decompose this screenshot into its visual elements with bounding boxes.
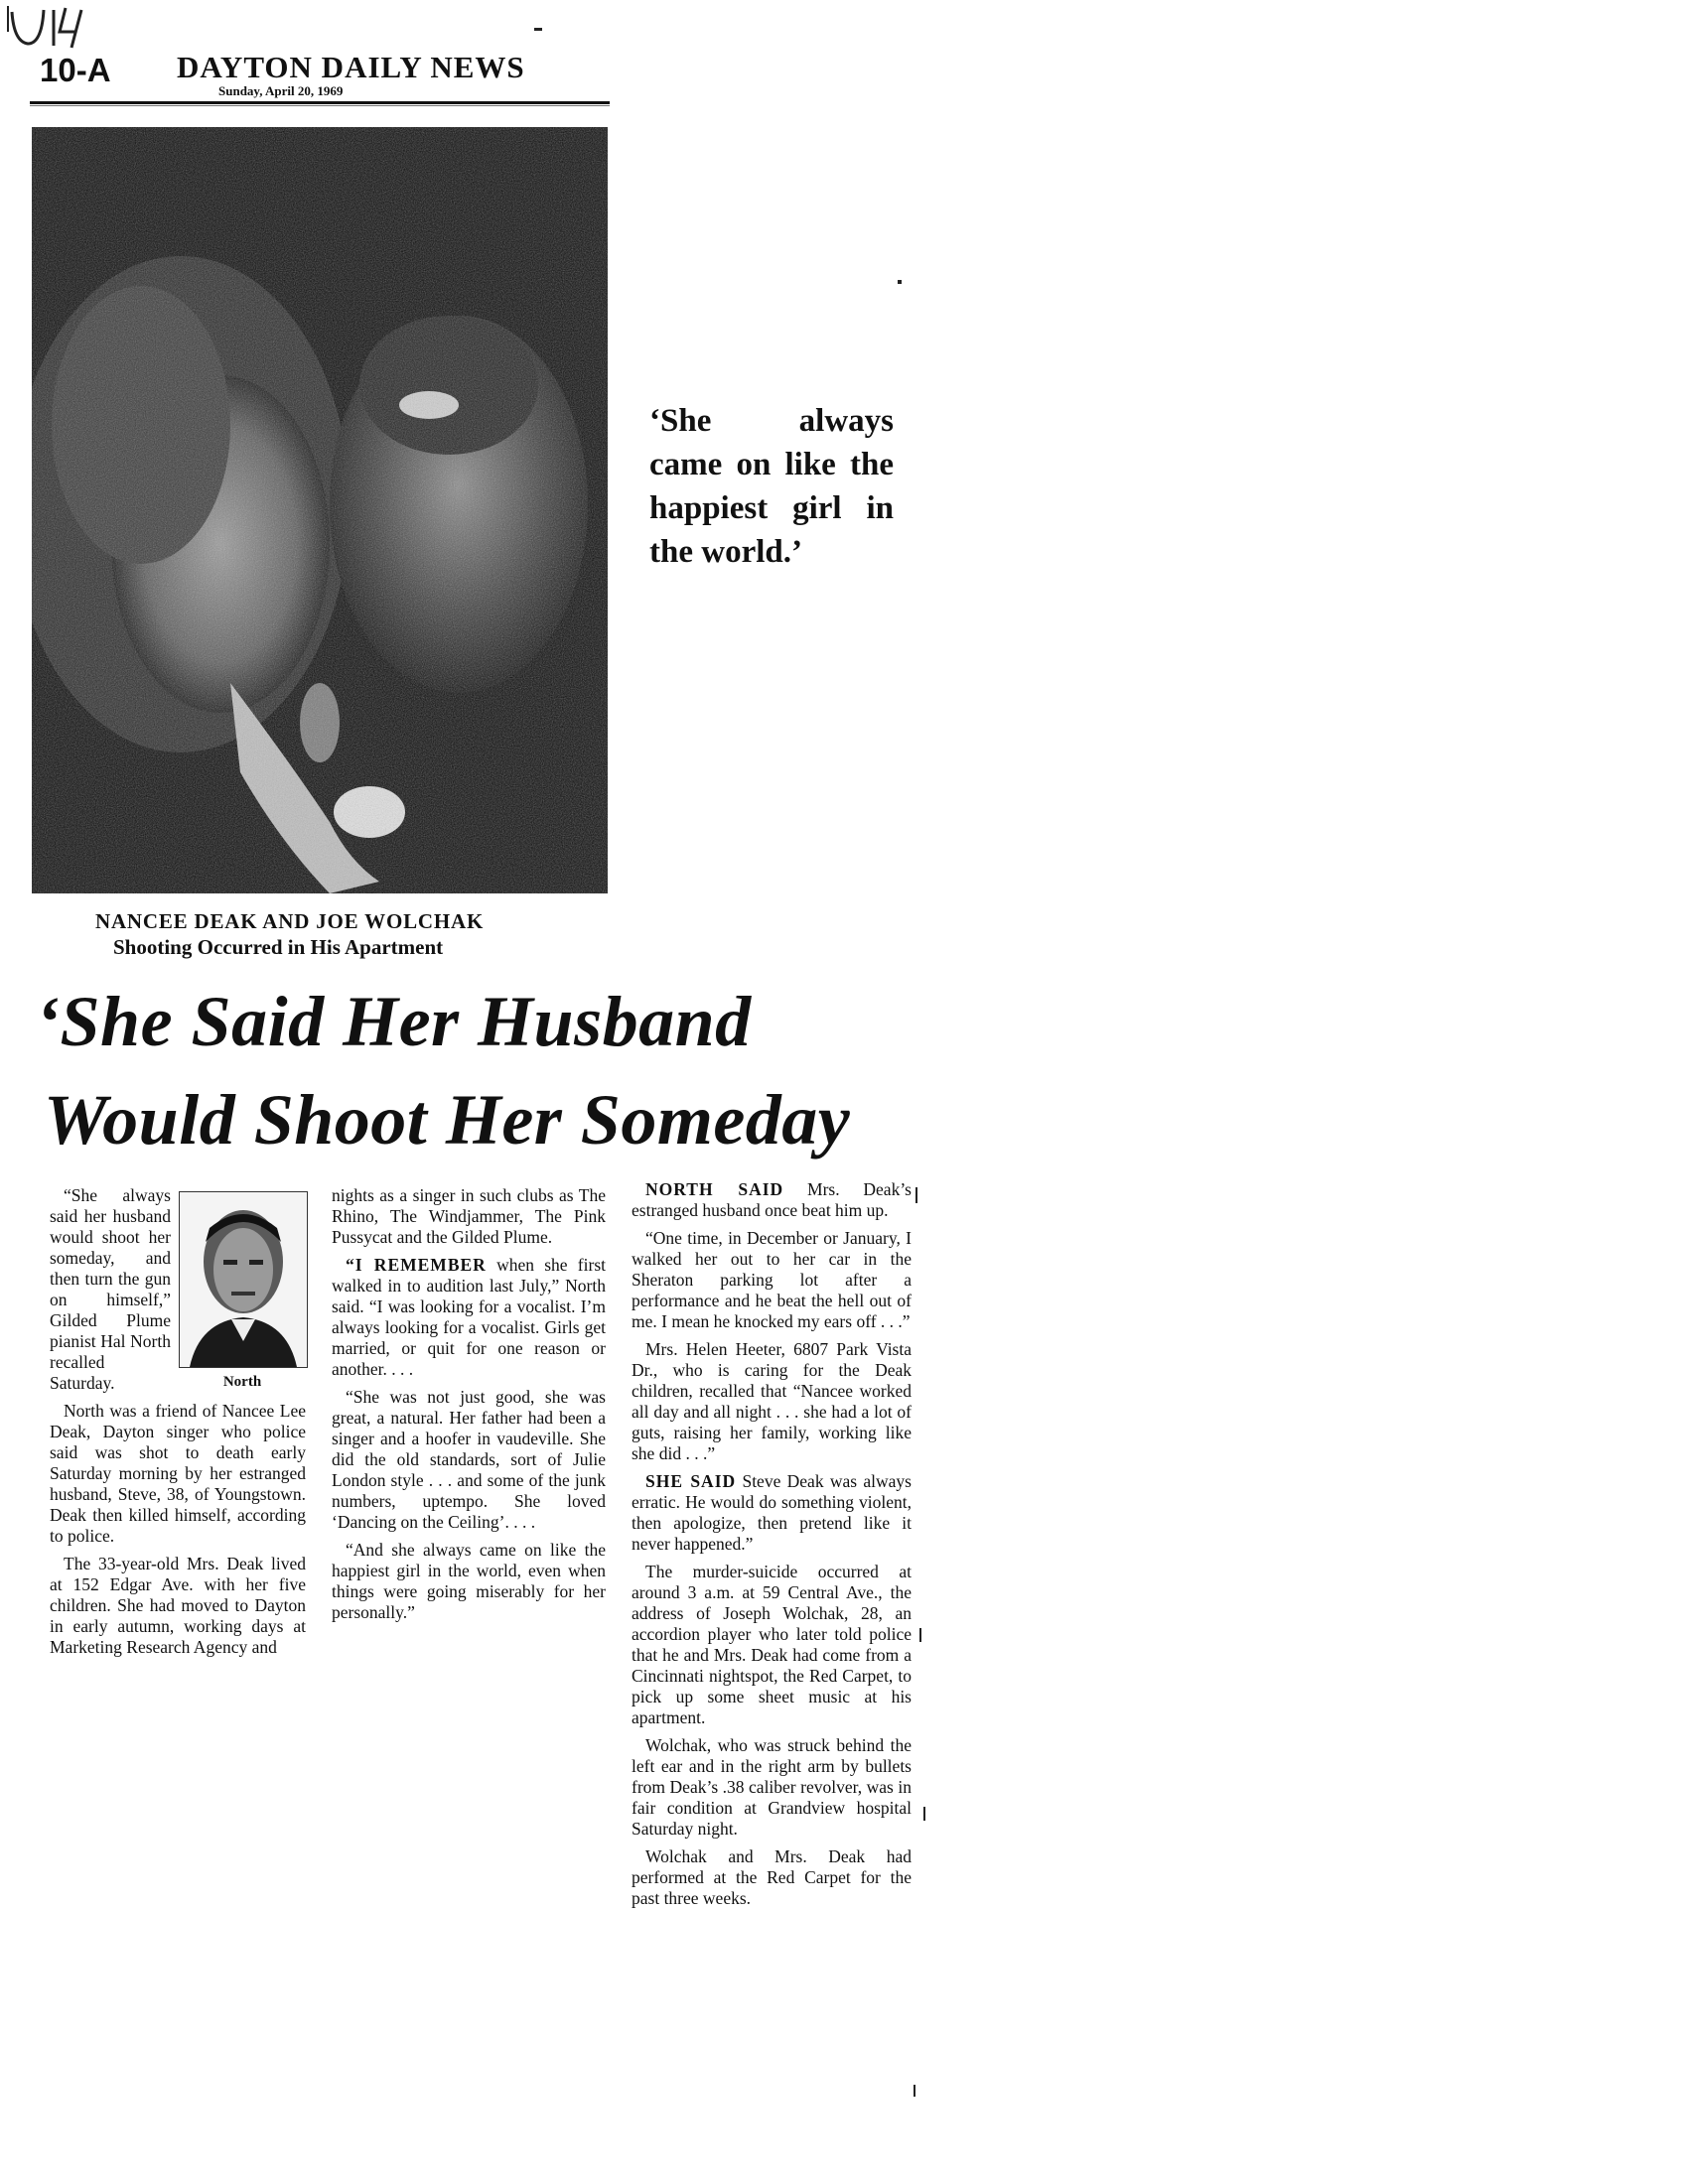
scan-artifact <box>919 1628 921 1642</box>
paragraph-lead-in: NORTH SAID <box>645 1179 784 1199</box>
article-paragraph: “She always said her husband would shoot her someday, and then turn the gun on himself,” Gilded Plume pianist Hal North recalled Saturday. <box>50 1185 171 1393</box>
scan-artifact <box>923 1807 925 1821</box>
article-paragraph: “One time, in December or January, I walked her out to her car in the Sheraton parking lot after a performance and he beat the hell out of me. I mean he knocked my ears off . . .” <box>632 1228 912 1331</box>
article-paragraph: “She was not just good, she was great, a natural. Her father had been a singer and a hoofer in vaudeville. She did the old standards, sort of Julie London style . . . and some of the junk numbers, uptempo. She loved ‘Dancing on the Ceiling’. . . . <box>332 1387 606 1532</box>
article-paragraph <box>632 1471 912 1555</box>
publication-date: Sunday, April 20, 1969 <box>218 83 344 98</box>
article-column-2 <box>332 1185 606 1630</box>
article-column-3 <box>632 1179 912 1916</box>
scan-artifact <box>898 280 902 284</box>
article-paragraph: nights as a singer in such clubs as The Rhino, The Windjammer, The Pink Pussycat and the Gilded Plume. <box>332 1185 606 1247</box>
newspaper-name: DAYTON DAILY NEWS <box>177 50 525 84</box>
article-paragraph: Wolchak, who was struck behind the left ear and in the right arm by bullets from Deak’s .38 caliber revolver, was in fair condition at Grandview hospital Saturday night. <box>632 1735 912 1839</box>
article-paragraph: Mrs. Helen Heeter, 6807 Park Vista Dr., who is caring for the Deak children, recalled that “Nancee worked all day and all night . . . she had a lot of guts, raising her family, working like she did . . .” <box>632 1339 912 1463</box>
article-paragraph: North was a friend of Nancee Lee Deak, Dayton singer who police said was shot to death early Saturday morning by her estranged husband, Steve, 38, of Youngstown. Deak then killed himself, according to police. <box>50 1401 306 1546</box>
paragraph-lead-in: “I REMEMBER <box>346 1255 487 1275</box>
photo-caption-subtitle: Shooting Occurred in His Apartment <box>113 935 444 959</box>
headline-line-1: ‘She Said Her Husband <box>36 982 752 1061</box>
pull-quote: ‘She always came on like the happiest girl in the world.’ <box>649 403 894 570</box>
masthead-rule-thin <box>30 105 610 106</box>
paragraph-lead-in: SHE SAID <box>645 1471 737 1491</box>
photo-caption-names: NANCEE DEAK AND JOE WOLCHAK <box>95 909 485 933</box>
article-paragraph: The 33-year-old Mrs. Deak lived at 152 Edgar Ave. with her five children. She had moved to Dayton in early autumn, working days at Marketing Research Agency and <box>50 1554 306 1657</box>
news-photograph <box>32 127 608 893</box>
article-paragraph: Wolchak and Mrs. Deak had performed at the Red Carpet for the past three weeks. <box>632 1846 912 1908</box>
article-paragraph: The murder-suicide occurred at around 3 a.m. at 59 Central Ave., the address of Joseph Wolchak, 28, an accordion player who later told police that he and Mrs. Deak had come from a Cincinnati nightspot, the Red Carpet, to pick up some sheet music at his apartment. <box>632 1562 912 1727</box>
article-paragraph <box>332 1255 606 1380</box>
paragraph-text: when she first walked in to audition last July,” North said. “I was looking for a vocalist. I’m always looking for a vocalist. Girls get married, or quit for one reason or another. . . . <box>332 1255 606 1379</box>
scan-artifact <box>915 1187 917 1203</box>
paragraph-text: Steve Deak was always erratic. He would do something violent, then apologize, then pretend like it never happened.” <box>632 1471 912 1554</box>
scan-artifact <box>914 2085 915 2097</box>
masthead-rule <box>30 101 610 104</box>
article-column-1 <box>50 1185 306 1665</box>
scan-artifact <box>534 28 542 31</box>
page-number: 10-A <box>40 52 111 88</box>
inset-photo-caption: North <box>222 1374 262 1390</box>
paragraph-text: Mrs. Deak’s estranged husband once beat him up. <box>632 1179 912 1220</box>
inset-portrait-photo <box>179 1191 308 1368</box>
article-paragraph: “And she always came on like the happiest girl in the world, even when things were going miserably for her personally.” <box>332 1540 606 1622</box>
headline-line-2: Would Shoot Her Someday <box>44 1080 851 1160</box>
article-paragraph <box>632 1179 912 1221</box>
inset-photo-block <box>179 1191 306 1393</box>
